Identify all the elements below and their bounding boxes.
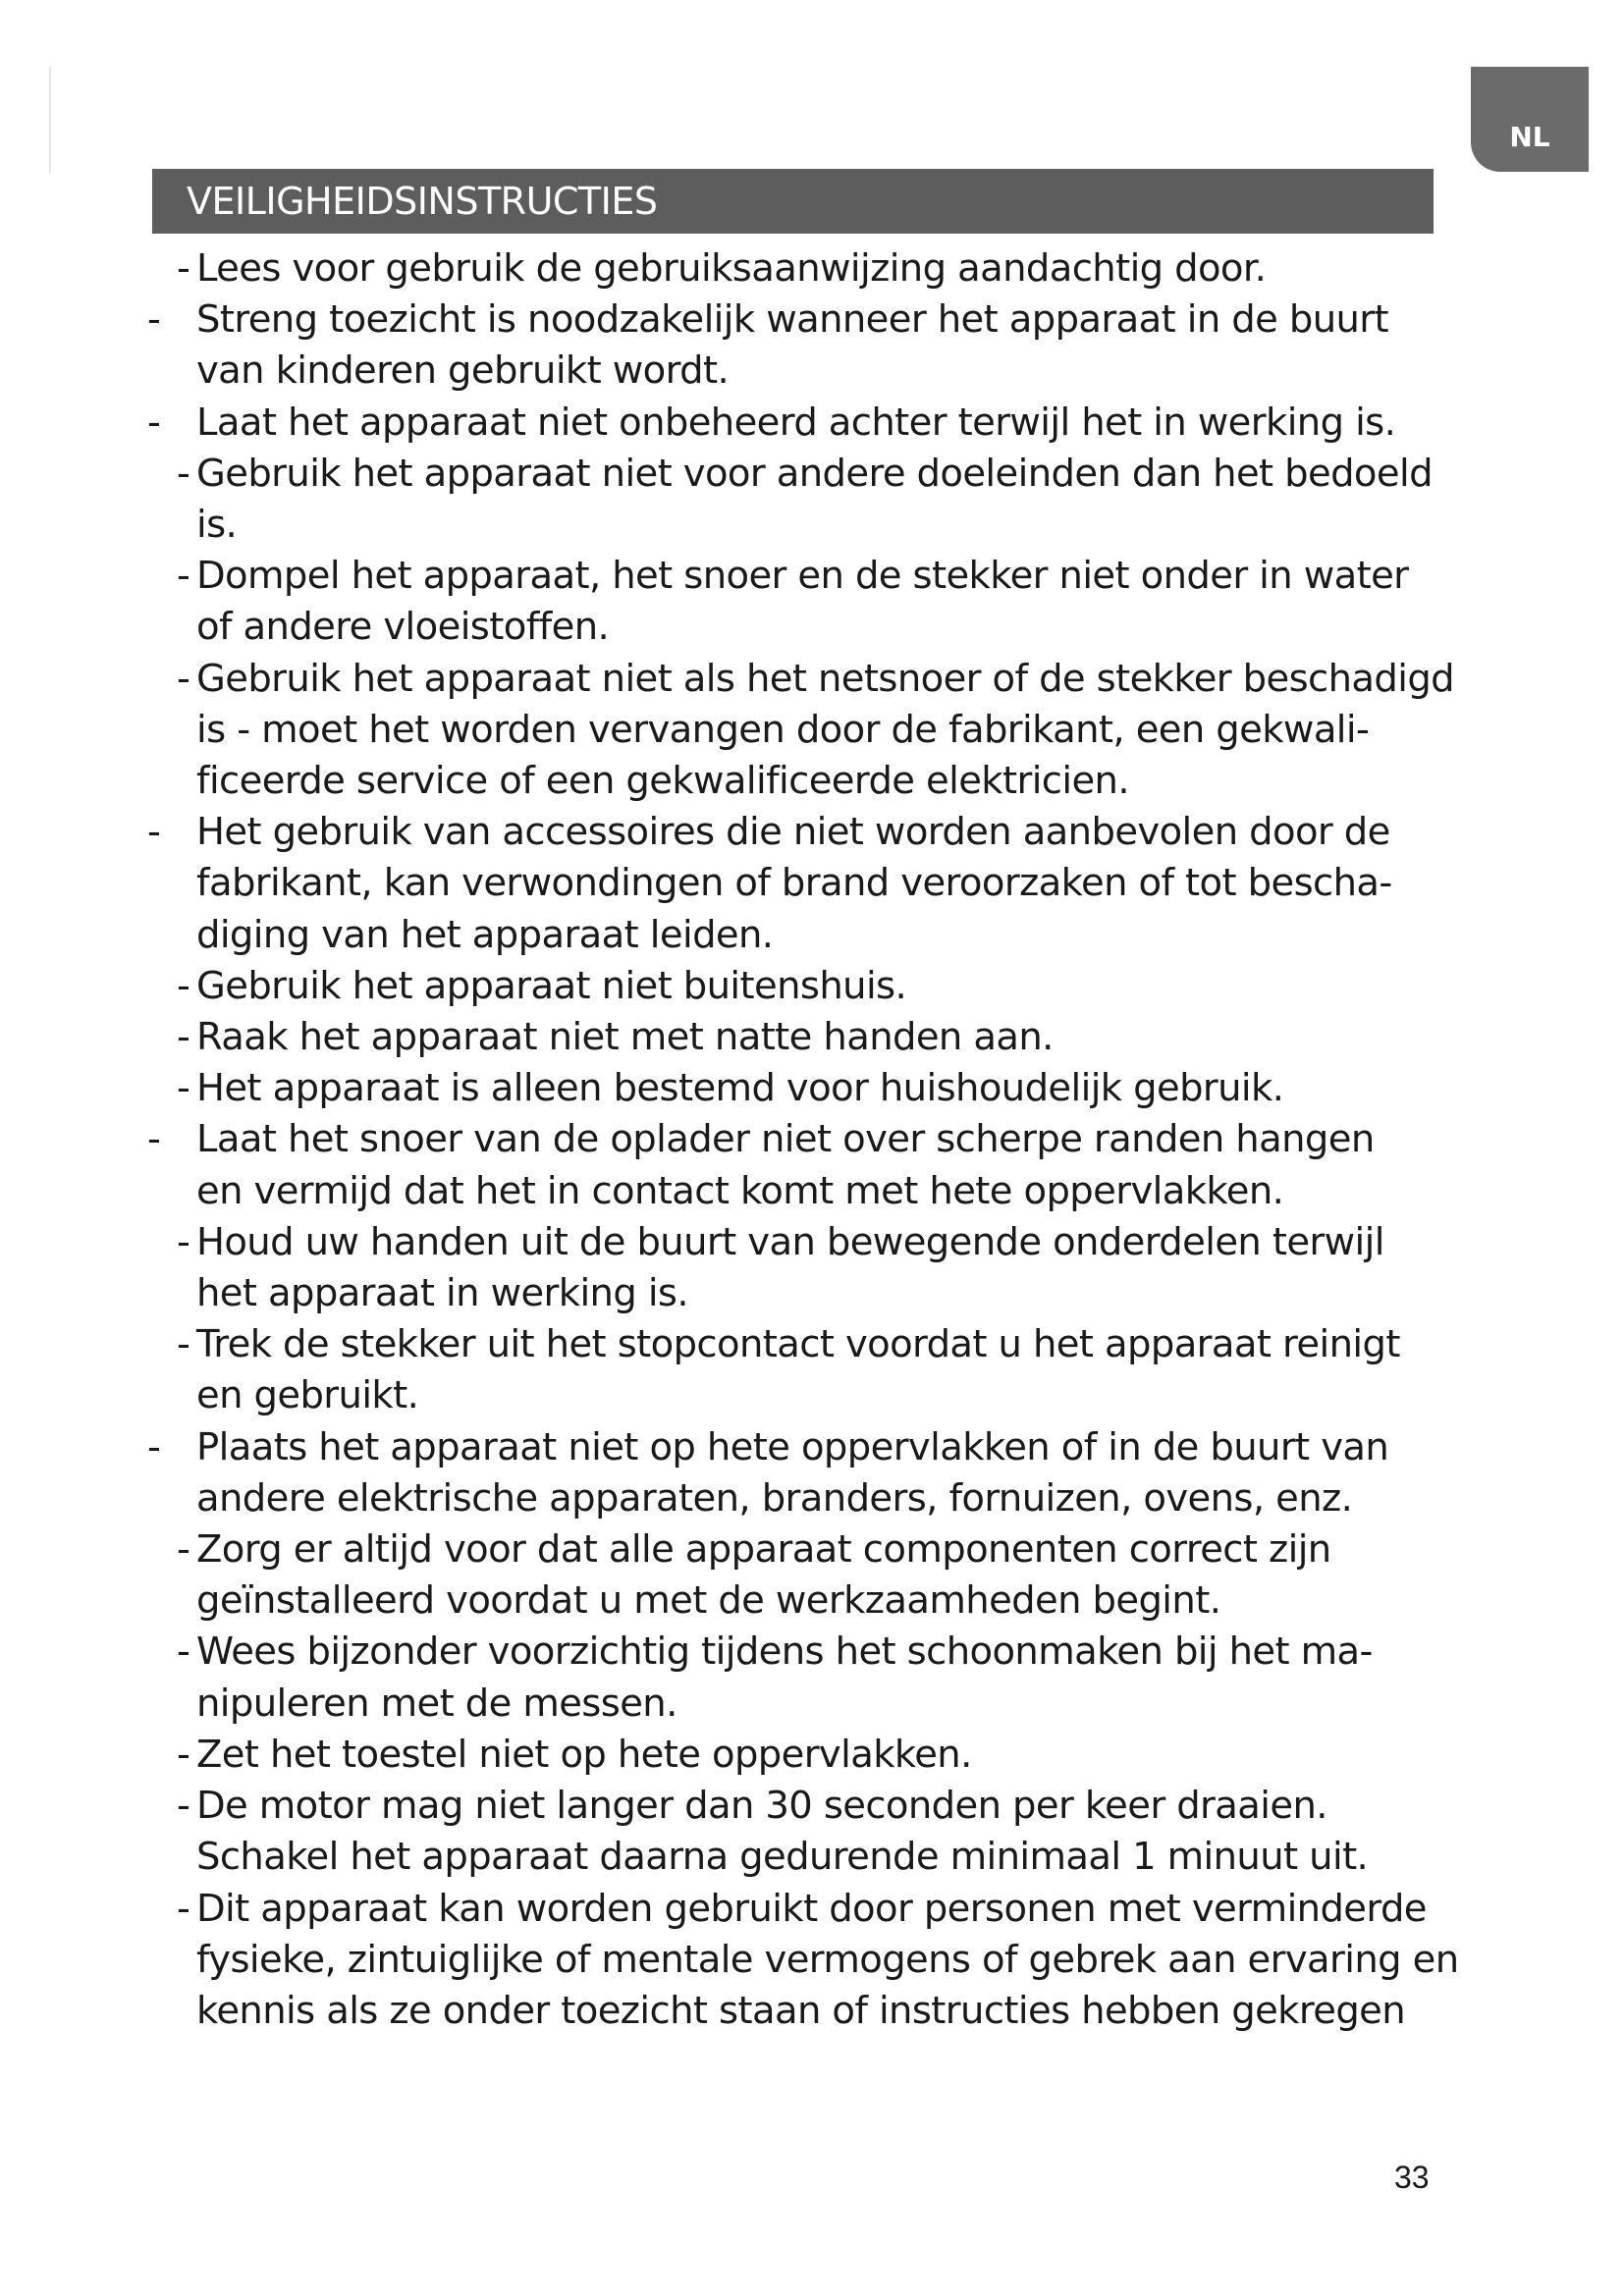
instruction-text-line: Het apparaat is alleen bestemd voor huishoudelijk gebruik.	[196, 1066, 1284, 1111]
page-number: 33	[1394, 2160, 1430, 2195]
instruction-text-line: nipuleren met de messen.	[196, 1681, 677, 1726]
instruction-item	[147, 294, 1502, 397]
instruction-text-line: of andere vloeistoffen.	[196, 605, 610, 650]
instruction-text-line: Gebruik het apparaat niet voor andere doeleinden dan het bedoeld	[196, 451, 1433, 496]
instruction-item	[147, 1884, 1502, 2038]
list-dash-marker: -	[177, 963, 190, 1008]
list-dash-marker: -	[177, 1886, 190, 1931]
list-dash-marker: -	[177, 246, 190, 291]
section-title: VEILIGHEIDSINSTRUCTIES	[187, 180, 658, 223]
instruction-text-line: en gebruikt.	[196, 1373, 419, 1418]
list-dash-marker: -	[177, 1066, 190, 1111]
instruction-text-line: Laat het snoer van de oplader niet over scherpe randen hangen	[196, 1117, 1375, 1162]
instruction-item	[147, 1217, 1502, 1319]
instruction-text-line: Raak het apparaat niet met natte handen aan.	[196, 1015, 1054, 1060]
instruction-text-line: Zet het toestel niet op hete oppervlakken.	[196, 1732, 972, 1777]
list-dash-marker: -	[147, 810, 161, 855]
list-dash-marker: -	[147, 400, 161, 445]
instruction-text-line: ficeerde service of een gekwalificeerde elektricien.	[196, 759, 1129, 804]
instruction-text-line: Dompel het apparaat, het snoer en de stekker niet onder in water	[196, 554, 1409, 599]
language-tab	[1471, 67, 1589, 172]
instruction-text-line: Houd uw handen uit de buurt van bewegende onderdelen terwijl	[196, 1219, 1384, 1264]
instruction-text-line: Schakel het apparaat daarna gedurende minimaal 1 minuut uit.	[196, 1835, 1369, 1880]
instruction-item	[147, 1422, 1502, 1524]
instruction-item	[147, 551, 1502, 653]
list-dash-marker: -	[177, 554, 190, 599]
instruction-text-line: is - moet het worden vervangen door de fabrikant, een gekwali-	[196, 707, 1370, 752]
instruction-item	[147, 1730, 1502, 1781]
instruction-text-line: van kinderen gebruikt wordt.	[196, 348, 730, 394]
instruction-text-line: geïnstalleerd voordat u met de werkzaamheden begint.	[196, 1578, 1221, 1624]
instruction-item	[147, 961, 1502, 1012]
list-dash-marker: -	[177, 656, 190, 701]
list-dash-marker: -	[177, 451, 190, 496]
list-dash-marker: -	[147, 1117, 161, 1162]
list-dash-marker: -	[177, 1784, 190, 1829]
instruction-item	[147, 1063, 1502, 1114]
instruction-item	[147, 1524, 1502, 1627]
instruction-text-line: kennis als ze onder toezicht staan of instructies hebben gekregen	[196, 1988, 1406, 2033]
instruction-item	[147, 1012, 1502, 1063]
instruction-text-line: Het gebruik van accessoires die niet worden aanbevolen door de	[196, 810, 1390, 855]
instruction-text-line: Streng toezicht is noodzakelijk wanneer het apparaat in de buurt	[196, 297, 1389, 343]
safety-instructions-list	[147, 243, 1502, 2037]
instruction-text-line: Laat het apparaat niet onbeheerd achter terwijl het in werking is.	[196, 400, 1396, 445]
list-dash-marker: -	[177, 1015, 190, 1060]
instruction-text-line: het apparaat in werking is.	[196, 1271, 689, 1316]
instruction-text-line: Wees bijzonder voorzichtig tijdens het schoonmaken bij het ma-	[196, 1629, 1373, 1675]
instruction-text-line: Trek de stekker uit het stopcontact voordat u het apparaat reinigt	[196, 1322, 1400, 1367]
instruction-item	[147, 1319, 1502, 1421]
list-dash-marker: -	[147, 1424, 161, 1469]
section-header	[152, 169, 1434, 234]
instruction-item	[147, 398, 1502, 449]
instruction-text-line: fabrikant, kan verwondingen of brand veroorzaken of tot bescha-	[196, 861, 1392, 906]
list-dash-marker: -	[177, 1219, 190, 1264]
instruction-text-line: andere elektrische apparaten, branders, fornuizen, ovens, enz.	[196, 1475, 1353, 1521]
list-dash-marker: -	[177, 1527, 190, 1573]
instruction-item	[147, 1627, 1502, 1729]
list-dash-marker: -	[177, 1732, 190, 1777]
list-dash-marker: -	[177, 1629, 190, 1675]
instruction-text-line: en vermijd dat het in contact komt met hete oppervlakken.	[196, 1168, 1284, 1213]
instruction-text-line: Zorg er altijd voor dat alle apparaat componenten correct zijn	[196, 1527, 1331, 1573]
instruction-item	[147, 807, 1502, 961]
instruction-text-line: Lees voor gebruik de gebruiksaanwijzing aandachtig door.	[196, 246, 1267, 291]
instruction-text-line: is.	[196, 503, 238, 548]
instruction-text-line: Dit apparaat kan worden gebruikt door personen met verminderde	[196, 1886, 1427, 1931]
language-tab-label: NL	[1509, 121, 1550, 153]
instruction-text-line: De motor mag niet langer dan 30 seconden per keer draaien.	[196, 1784, 1327, 1829]
instruction-item	[147, 449, 1502, 551]
instruction-text-line: fysieke, zintuiglijke of mentale vermogens of gebrek aan ervaring en	[196, 1937, 1459, 1982]
page-edge-divider	[49, 67, 51, 173]
instruction-text-line: Gebruik het apparaat niet buitenshuis.	[196, 963, 907, 1008]
instruction-text-line: Gebruik het apparaat niet als het netsnoer of de stekker beschadigd	[196, 656, 1455, 701]
instruction-item	[147, 1781, 1502, 1883]
instruction-item	[147, 243, 1502, 294]
instruction-item	[147, 1114, 1502, 1216]
list-dash-marker: -	[147, 297, 161, 343]
instruction-text-line: diging van het apparaat leiden.	[196, 912, 774, 957]
instruction-text-line: Plaats het apparaat niet op hete oppervlakken of in de buurt van	[196, 1424, 1389, 1469]
list-dash-marker: -	[177, 1322, 190, 1367]
instruction-item	[147, 654, 1502, 808]
